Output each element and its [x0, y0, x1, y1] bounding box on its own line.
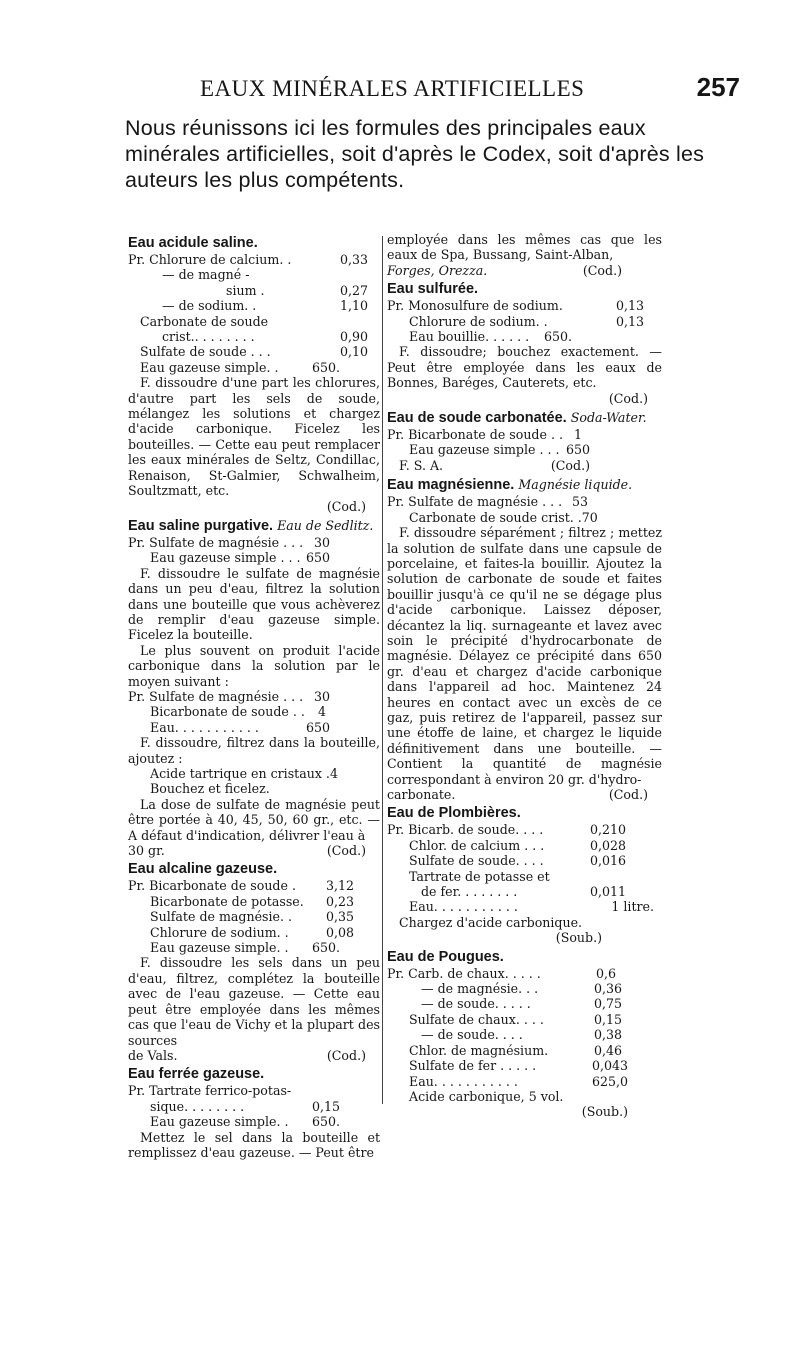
ingredient-name: Pr. Bicarbonate de soude . . — [387, 427, 563, 443]
recipe-subtitle: Soda-Water. — [570, 410, 647, 426]
product-text: carbonate. — [387, 787, 456, 802]
ingredient-qty: 0,13 — [615, 313, 644, 329]
instruction-line: Chargez d'acide carbonique. — [399, 914, 583, 930]
recipe-eau-magnesienne — [387, 476, 662, 802]
ingredient-name: Acide tartrique en cristaux . — [150, 766, 330, 781]
recipe-title: Eau acidule saline. — [128, 235, 258, 251]
ingredient-row — [128, 940, 380, 955]
ingredient-name: Carbonate de soude crist. . — [409, 509, 582, 525]
ingredient-name: Sulfate de fer . . . . . — [409, 1058, 537, 1074]
source-citation: (Cod.) — [550, 457, 590, 473]
ingredient-name: Pr. Monosulfure de sodium. — [387, 298, 563, 314]
ingredient-qty: 0,38 — [593, 1027, 622, 1043]
ingredient-name: sique. . . . . . . . — [150, 1098, 245, 1114]
ingredient-row — [128, 894, 380, 909]
ingredient-name: Eau gazeuse simple. . — [150, 940, 289, 956]
source-line — [387, 263, 662, 278]
ingredient-name: Bicarbonate de potasse. — [150, 893, 304, 909]
ingredient-name: — de sodium. . — [162, 298, 257, 314]
recipe-eau-soude-carbonatee — [387, 409, 662, 473]
ingredient-row — [387, 510, 662, 525]
ingredient-qty: 0,35 — [325, 909, 354, 925]
ingredient-row — [387, 1012, 662, 1027]
ingredient-row: Carbonate de soude — [140, 313, 269, 329]
ingredient-name: Eau gazeuse simple . . . — [409, 442, 560, 458]
ingredient-name: Eau. . . . . . . . . . . — [409, 899, 518, 915]
ingredient-row — [387, 1058, 662, 1073]
ingredient-row — [128, 689, 380, 704]
ingredient-row — [128, 766, 380, 781]
ingredient-row — [128, 720, 380, 735]
running-title: EAUX MINÉRALES ARTIFICIELLES — [200, 76, 585, 101]
left-column — [128, 232, 380, 1160]
source-citation: (Cod.) — [608, 390, 648, 406]
ingredient-row: Tartrate de potasse et — [409, 868, 550, 884]
ingredient-row — [128, 1099, 380, 1114]
places-text: Forges, Orezza. — [387, 262, 488, 278]
source-citation: (Cod.) — [582, 262, 622, 278]
ingredient-row — [387, 427, 662, 442]
ingredient-name: Eau bouillie. . . . . . — [409, 329, 530, 345]
recipe-title: Eau de Plombières. — [387, 805, 521, 822]
source-citation: (Soub.) — [555, 930, 602, 946]
ingredient-row — [128, 550, 380, 565]
source-citation: (Cod.) — [326, 1047, 366, 1063]
recipe-eau-acidule-saline — [128, 235, 380, 514]
recipe-title: Eau de Pougues. — [387, 948, 504, 965]
ingredient-row — [128, 329, 380, 344]
recipe-title — [387, 409, 662, 427]
source-line — [387, 458, 662, 473]
ingredient-qty: 650 — [565, 442, 590, 458]
ingredient-name: Sulfate de magnésie. . — [150, 909, 292, 925]
ingredient-qty: 0,33 — [339, 252, 368, 267]
ingredient-qty: 1,10 — [339, 298, 368, 314]
ingredient-row — [387, 1043, 662, 1058]
right-column — [387, 232, 662, 1120]
ingredient-qty: 0,011 — [589, 884, 626, 900]
source-citation: (Cod.) — [608, 787, 648, 802]
ingredient-row — [128, 252, 380, 267]
ingredient-qty: 0,08 — [325, 924, 354, 940]
ingredient-qty: 0,028 — [589, 837, 626, 853]
ingredient-name: crist.. . . . . . . . — [162, 329, 255, 345]
ingredient-qty: 0,46 — [593, 1042, 622, 1058]
ingredient-row — [387, 822, 662, 837]
ingredient-name: Pr. Sulfate de magnésie . . . — [128, 534, 304, 550]
ingredient-qty: 70 — [581, 509, 598, 525]
instructions: F. dissoudre, filtrez dans la bouteille, ajoutez : — [128, 735, 380, 766]
recipe-subtitle: Eau de Sedlitz. — [277, 517, 374, 533]
ingredient-qty: 0,27 — [339, 282, 368, 298]
recipe-title: Eau sulfurée. — [387, 281, 479, 298]
source-citation: (Soub.) — [581, 1104, 628, 1120]
ingredient-row — [387, 838, 662, 853]
ingredient-qty: 53 — [571, 494, 588, 510]
ingredient-qty: 4 — [329, 766, 338, 781]
ingredient-row — [387, 329, 662, 344]
ingredient-row — [128, 360, 380, 375]
ingredient-row — [387, 298, 662, 313]
ingredient-row: Acide carbonique, 5 vol. — [409, 1088, 564, 1104]
ingredient-name: Pr. Chlorure de calcium. . — [128, 252, 292, 267]
instructions: F. dissoudre d'une part les chlorures, d'autre part les sels de soude, mélangez les solutions et chargez d'acide carbonique. Ficelez les bouteilles. — Cette eau peut remplacer les eaux minérales de Seltz, Condillac, Renaison, St-Galmier, Schwalheim, Soultzmatt, etc. — [128, 375, 380, 499]
recipe-title-text: Eau magnésienne. — [387, 477, 515, 494]
ingredient-name: — de soude. . . . . — [421, 996, 531, 1012]
ingredient-row — [128, 535, 380, 550]
dose-text: de Vals. — [128, 1047, 178, 1063]
ingredient-row: Pr. Tartrate ferrico-potas- — [128, 1083, 292, 1099]
ingredient-name: Chlor. de magnésium. — [409, 1042, 549, 1058]
ingredient-name: Pr. Bicarbonate de soude . — [128, 878, 296, 894]
ingredient-qty: 0,10 — [339, 344, 368, 360]
ingredient-row — [128, 298, 380, 313]
source-citation: (Cod.) — [326, 498, 366, 514]
source-line — [387, 787, 662, 802]
instructions: F. dissoudre séparément ; filtrez ; mettez la solution de sulfate dans une capsule de porcelaine, et faites-la bouillir. Ajoutez la solution de carbonate de soude et faites bouillir jusqu'à ce qu'il ne se dégage plus d'acide carbonique. Laissez déposer, décantez la liq. surnageante et lavez avec soin le précipité d'hydrocarbonate de magnésie. Délayez ce précipité dans 650 gr. d'eau et chargez d'acide carbonique dans l'appareil ad hoc. Maintenez 24 heures en contact avec un excès de ce gaz, puis retirez de l'appareil, passez sur une étoffe de laine, et chargez le liquide définitivement dans une bouteille. — Contient la quantité de magnésie correspondant à environ 20 gr. d'hydro- — [387, 525, 662, 787]
recipe-subtitle: Magnésie liquide. — [518, 477, 633, 493]
recipe-title-text: Eau de soude carbonatée. — [387, 410, 567, 427]
ingredient-row — [387, 884, 662, 899]
recipe-title: Eau alcaline gazeuse. — [128, 861, 278, 878]
instruction-line: Bouchez et ficelez. — [150, 781, 270, 797]
dose-text: 30 gr. — [128, 843, 165, 859]
ingredient-row — [128, 925, 380, 940]
ingredient-row — [387, 494, 662, 509]
ingredient-name: Pr. Bicarb. de soude. . . . — [387, 822, 544, 838]
ingredient-name: Chlorure de sodium. . — [150, 924, 289, 940]
recipe-eau-de-plombieres — [387, 805, 662, 945]
instructions: employée dans les mêmes cas que les eaux de Spa, Bussang, Saint-Alban, — [387, 232, 662, 263]
ingredient-name: Sulfate de soude . . . — [140, 344, 271, 360]
recipe-eau-saline-purgative — [128, 517, 380, 859]
instructions: Mettez le sel dans la bouteille et remplissez d'eau gazeuse. — Peut être — [128, 1129, 380, 1160]
recipe-eau-sulfuree — [387, 281, 662, 406]
instructions: La dose de sulfate de magnésie peut être portée à 40, 45, 50, 60 gr., etc. — A défaut d'indication, délivrer l'eau à — [128, 796, 380, 843]
formula-note: F. S. A. — [399, 457, 444, 473]
recipe-eau-alcaline-gazeuse — [128, 861, 380, 1063]
recipe-title — [387, 476, 662, 494]
ingredient-name: sium . — [226, 282, 265, 298]
instructions: F. dissoudre; bouchez exactement. — Peut être employée dans les eaux de Bonnes, Baréges, Cauterets, etc. — [387, 344, 662, 391]
recipe-title-text: Eau saline purgative. — [128, 517, 274, 534]
ingredient-row: — de magné - — [162, 267, 250, 283]
ingredient-name: de fer. . . . . . . . — [421, 884, 518, 900]
ingredient-qty: 0,210 — [589, 822, 626, 838]
ingredient-qty: 650 — [305, 719, 330, 735]
ingredient-row — [128, 1114, 380, 1129]
ingredient-row — [128, 344, 380, 359]
ingredient-qty: 30 — [313, 534, 330, 550]
ingredient-qty: 625,0 — [591, 1073, 628, 1089]
instructions: F. dissoudre les sels dans un peu d'eau, filtrez, complétez la bouteille avec de l'eau gazeuse. — Cette eau peut être employée dans les mêmes cas que l'eau de Vichy et la plupart des sources — [128, 955, 380, 1048]
ingredient-row — [387, 1027, 662, 1042]
ingredient-row — [387, 1074, 662, 1089]
ingredient-name: Eau. . . . . . . . . . . — [150, 719, 259, 735]
ingredient-row — [128, 909, 380, 924]
column-divider — [382, 236, 383, 1104]
ingredient-qty: 0,016 — [589, 853, 626, 869]
ingredient-row — [128, 704, 380, 719]
ingredient-qty: 3,12 — [325, 878, 354, 894]
ingredient-name: Eau gazeuse simple . . . — [150, 550, 301, 566]
source-citation: (Cod.) — [326, 843, 366, 859]
ingredient-name: — de magnésie. . . — [421, 981, 539, 997]
ingredient-row — [387, 442, 662, 457]
ingredient-row — [387, 899, 662, 914]
instructions: F. dissoudre le sulfate de magnésie dans un peu d'eau, filtrez la solution dans une bouteille que vous achèverez de remplir d'eau gazeuse simple. Ficelez la bouteille. — [128, 565, 380, 643]
ingredient-name: Pr. Carb. de chaux. . . . . — [387, 965, 541, 981]
ingredient-name: Chlor. de calcium . . . — [409, 837, 545, 853]
ingredient-name: Eau gazeuse simple. . — [140, 359, 279, 375]
ingredient-row — [387, 966, 662, 981]
ingredient-row — [387, 996, 662, 1011]
ingredient-row — [387, 853, 662, 868]
page-header — [120, 72, 740, 110]
instructions: Le plus souvent on produit l'acide carbonique dans la solution par le moyen suivant : — [128, 642, 380, 689]
ingredient-row — [128, 878, 380, 893]
source-line — [128, 1048, 380, 1063]
ingredient-qty: 30 — [313, 688, 330, 704]
ingredient-row — [387, 314, 662, 329]
ingredient-name: Sulfate de chaux. . . . — [409, 1011, 544, 1027]
ingredient-qty: 0,15 — [311, 1098, 340, 1114]
ingredient-qty: 0,36 — [593, 981, 622, 997]
recipe-eau-de-pougues — [387, 949, 662, 1120]
ingredient-row — [387, 981, 662, 996]
page-number: 257 — [696, 72, 740, 102]
ingredient-qty: 650. — [543, 329, 572, 345]
ingredient-qty: 0,043 — [591, 1058, 628, 1074]
ingredient-name: — de soude. . . . — [421, 1027, 523, 1043]
ingredient-qty: 0,75 — [593, 996, 622, 1012]
ingredient-qty: 650. — [311, 940, 340, 956]
ingredient-qty: 1 litre. — [611, 899, 654, 915]
ingredient-name: Eau. . . . . . . . . . . — [409, 1073, 518, 1089]
ingredient-qty: 650. — [311, 1114, 340, 1130]
ferree-continuation — [387, 232, 662, 278]
ingredient-name: Pr. Sulfate de magnésie . . . — [128, 688, 304, 704]
ingredient-qty: 0,23 — [325, 893, 354, 909]
ingredient-qty: 4 — [317, 704, 326, 720]
intro-paragraph: Nous réunissons ici les formules des principales eaux minérales artificielles, soit d'après le Codex, soit d'après les auteurs les plus compétents. — [125, 116, 705, 192]
ingredient-qty: 0,15 — [593, 1011, 622, 1027]
ingredient-qty: 0,13 — [615, 298, 644, 314]
source-line — [128, 843, 380, 858]
ingredient-name: Chlorure de sodium. . — [409, 313, 548, 329]
ingredient-qty: 0,6 — [595, 965, 616, 981]
ingredient-qty: 0,90 — [339, 329, 368, 345]
recipe-title — [128, 517, 380, 535]
ingredient-name: Bicarbonate de soude . . — [150, 704, 305, 720]
ingredient-row — [128, 283, 380, 298]
recipe-title: Eau ferrée gazeuse. — [128, 1066, 265, 1083]
ingredient-name: Pr. Sulfate de magnésie . . . — [387, 494, 563, 510]
ingredient-name: Sulfate de soude. . . . — [409, 853, 544, 869]
ingredient-qty: 1 — [573, 427, 582, 443]
recipe-eau-ferree-gazeuse — [128, 1066, 380, 1160]
ingredient-qty: 650. — [311, 359, 340, 375]
ingredient-name: Eau gazeuse simple. . — [150, 1114, 289, 1130]
ingredient-qty: 650 — [305, 550, 330, 566]
